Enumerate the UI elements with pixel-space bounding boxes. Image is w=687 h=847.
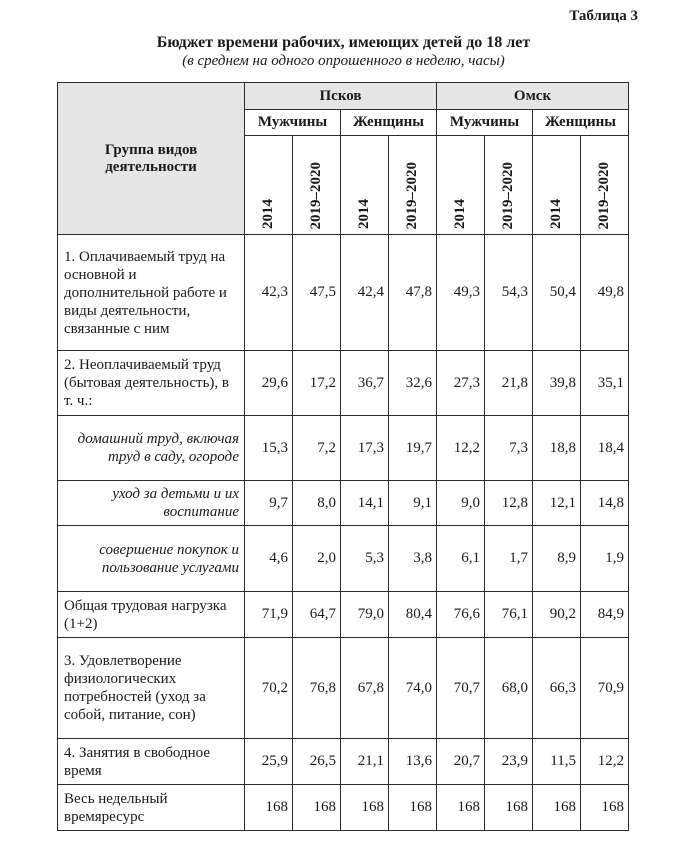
row-label: Общая трудовая нагрузка (1+2) [58, 592, 245, 638]
cell-value: 9,1 [389, 481, 437, 526]
table-row [58, 351, 629, 416]
cell-value: 49,3 [437, 235, 485, 351]
group-header [58, 83, 245, 235]
cell-value: 35,1 [581, 351, 629, 416]
city-header-omsk: Омск [437, 83, 629, 110]
cell-value: 70,2 [245, 638, 293, 739]
cell-value: 12,8 [485, 481, 533, 526]
year-label: 2019–2020 [596, 161, 612, 229]
sex-header: Мужчины [245, 110, 341, 136]
year-header [437, 136, 485, 235]
cell-value: 9,7 [245, 481, 293, 526]
year-header [389, 136, 437, 235]
row-label: Весь недельный времяресурс [58, 785, 245, 831]
cell-value: 20,7 [437, 739, 485, 785]
table-row [58, 592, 629, 638]
cell-value: 47,8 [389, 235, 437, 351]
cell-value: 70,9 [581, 638, 629, 739]
cell-value: 168 [341, 785, 389, 831]
cell-value: 9,0 [437, 481, 485, 526]
cell-value: 76,6 [437, 592, 485, 638]
cell-value: 23,9 [485, 739, 533, 785]
cell-value: 47,5 [293, 235, 341, 351]
cell-value: 168 [293, 785, 341, 831]
cell-value: 42,3 [245, 235, 293, 351]
table-row [58, 416, 629, 481]
cell-value: 74,0 [389, 638, 437, 739]
row-label: совершение покупок и пользование услугами [58, 526, 245, 592]
cell-value: 14,1 [341, 481, 389, 526]
cell-value: 8,9 [533, 526, 581, 592]
cell-value: 39,8 [533, 351, 581, 416]
cell-value: 67,8 [341, 638, 389, 739]
table-row [58, 739, 629, 785]
table-number-label: Таблица 3 [569, 8, 638, 24]
cell-value: 36,7 [341, 351, 389, 416]
cell-value: 168 [437, 785, 485, 831]
cell-value: 6,1 [437, 526, 485, 592]
cell-value: 1,9 [581, 526, 629, 592]
cell-value: 64,7 [293, 592, 341, 638]
cell-value: 18,4 [581, 416, 629, 481]
year-header [581, 136, 629, 235]
cell-value: 42,4 [341, 235, 389, 351]
table-row [58, 481, 629, 526]
cell-value: 21,8 [485, 351, 533, 416]
year-header [293, 136, 341, 235]
cell-value: 12,2 [437, 416, 485, 481]
row-label: уход за детьми и их воспитание [58, 481, 245, 526]
cell-value: 4,6 [245, 526, 293, 592]
year-header [533, 136, 581, 235]
cell-value: 18,8 [533, 416, 581, 481]
time-budget-table [57, 82, 629, 831]
cell-value: 1,7 [485, 526, 533, 592]
cell-value: 168 [581, 785, 629, 831]
cell-value: 2,0 [293, 526, 341, 592]
year-header [245, 136, 293, 235]
cell-value: 25,9 [245, 739, 293, 785]
cell-value: 168 [389, 785, 437, 831]
row-label: 2. Неоплачиваемый труд (бытовая деятельность), в т. ч.: [58, 351, 245, 416]
cell-value: 5,3 [341, 526, 389, 592]
year-label: 2019–2020 [308, 161, 324, 229]
year-label: 2014 [356, 199, 372, 229]
cell-value: 27,3 [437, 351, 485, 416]
cell-value: 11,5 [533, 739, 581, 785]
cell-value: 66,3 [533, 638, 581, 739]
cell-value: 7,2 [293, 416, 341, 481]
year-header [341, 136, 389, 235]
year-label: 2019–2020 [404, 161, 420, 229]
cell-value: 49,8 [581, 235, 629, 351]
cell-value: 26,5 [293, 739, 341, 785]
cell-value: 168 [485, 785, 533, 831]
year-label: 2014 [548, 199, 564, 229]
sex-header: Мужчины [437, 110, 533, 136]
sex-header: Женщины [341, 110, 437, 136]
cell-value: 14,8 [581, 481, 629, 526]
cell-value: 71,9 [245, 592, 293, 638]
cell-value: 50,4 [533, 235, 581, 351]
row-label: домашний труд, включая труд в саду, огороде [58, 416, 245, 481]
cell-value: 168 [533, 785, 581, 831]
table-row [58, 526, 629, 592]
row-label: 1. Оплачиваемый труд на основной и дополнительной работе и виды деятельности, связанные с ним [58, 235, 245, 351]
year-header [485, 136, 533, 235]
cell-value: 76,1 [485, 592, 533, 638]
cell-value: 8,0 [293, 481, 341, 526]
year-label: 2019–2020 [500, 161, 516, 229]
cell-value: 3,8 [389, 526, 437, 592]
table-subtitle: (в среднем на одного опрошенного в неделю, часы) [182, 53, 505, 69]
year-label: 2014 [452, 199, 468, 229]
cell-value: 84,9 [581, 592, 629, 638]
city-header-pskov: Псков [245, 83, 437, 110]
cell-value: 168 [245, 785, 293, 831]
cell-value: 90,2 [533, 592, 581, 638]
cell-value: 12,1 [533, 481, 581, 526]
cell-value: 19,7 [389, 416, 437, 481]
table-row [58, 235, 629, 351]
group-header-label: Группа видов деятельности [104, 141, 198, 175]
cell-value: 68,0 [485, 638, 533, 739]
cell-value: 12,2 [581, 739, 629, 785]
cell-value: 70,7 [437, 638, 485, 739]
cell-value: 7,3 [485, 416, 533, 481]
cell-value: 13,6 [389, 739, 437, 785]
cell-value: 15,3 [245, 416, 293, 481]
table-title: Бюджет времени рабочих, имеющих детей до 18 лет [156, 34, 531, 51]
sex-header: Женщины [533, 110, 629, 136]
cell-value: 29,6 [245, 351, 293, 416]
cell-value: 54,3 [485, 235, 533, 351]
cell-value: 17,2 [293, 351, 341, 416]
cell-value: 80,4 [389, 592, 437, 638]
table-row [58, 638, 629, 739]
year-label: 2014 [260, 199, 276, 229]
cell-value: 79,0 [341, 592, 389, 638]
cell-value: 76,8 [293, 638, 341, 739]
cell-value: 17,3 [341, 416, 389, 481]
row-label: 4. Занятия в свободное время [58, 739, 245, 785]
cell-value: 21,1 [341, 739, 389, 785]
row-label: 3. Удовлетворение физиологических потребностей (уход за собой, питание, сон) [58, 638, 245, 739]
cell-value: 32,6 [389, 351, 437, 416]
table-row [58, 785, 629, 831]
